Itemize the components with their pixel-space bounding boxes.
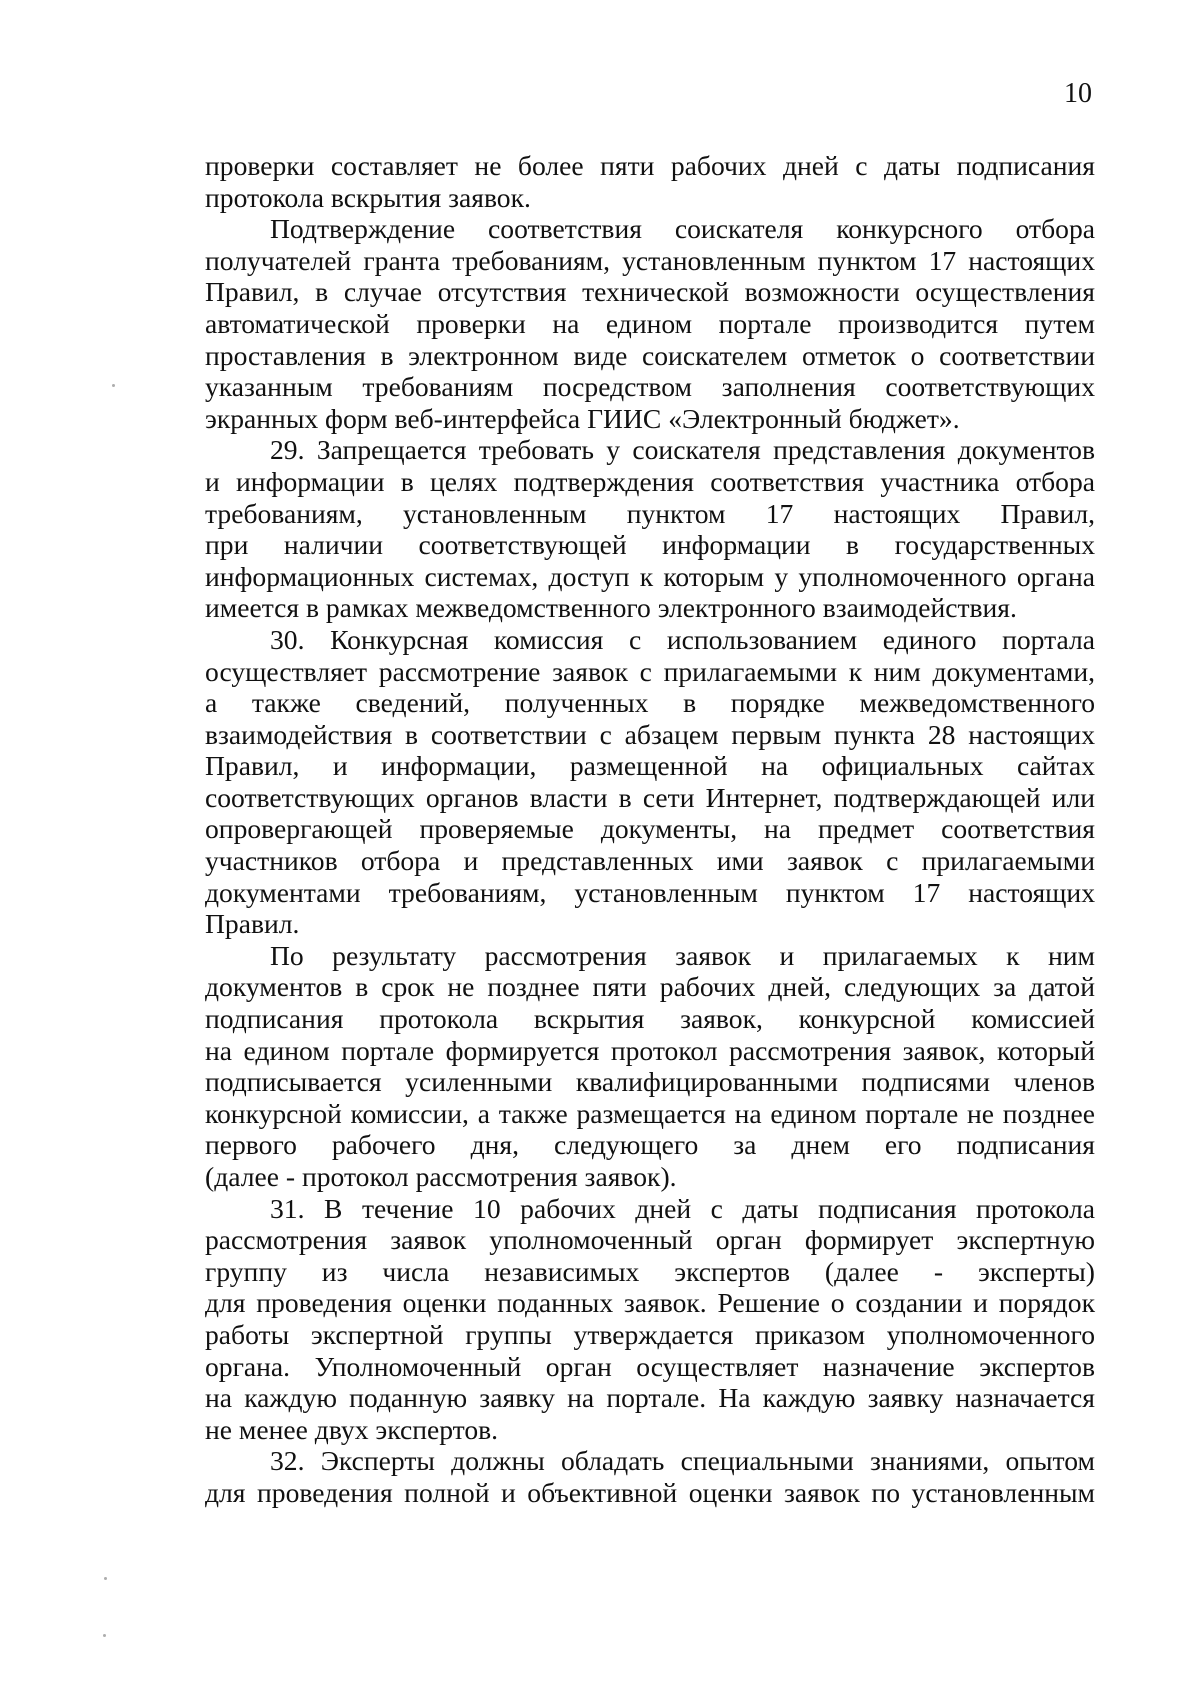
text-line: имеется в рамках межведомственного электронного взаимодействия. [205, 592, 1017, 624]
text-line: указанным требованиям посредством заполнения соответствующих [205, 371, 1095, 403]
text-line: первого рабочего дня, следующего за днем его подписания [205, 1129, 1095, 1161]
text-line: подписания протокола вскрытия заявок, конкурсной комиссией [205, 1003, 1095, 1035]
text-line: для проведения оценки поданных заявок. Решение о создании и порядок [205, 1287, 1095, 1319]
text-line: и информации в целях подтверждения соответствия участника отбора [205, 465, 1095, 497]
paragraph-item-30 [205, 624, 1095, 940]
text-line: Правил, в случае отсутствия технической возможности осуществления [205, 276, 1095, 308]
text-line: получателей гранта требованиям, установленным пунктом 17 настоящих [205, 244, 1095, 276]
text-line: Правил, и информации, размещенной на официальных сайтах [205, 750, 1095, 782]
text-line: документов в срок не позднее пяти рабочих дней, следующих за датой [205, 971, 1095, 1003]
paragraph [205, 150, 1095, 213]
text-line: информационных системах, доступ к которым у уполномоченного органа [205, 560, 1095, 592]
text-line: на едином портале формируется протокол рассмотрения заявок, который [205, 1034, 1095, 1066]
text-line: при наличии соответствующей информации в государственных [205, 529, 1095, 561]
text-line: а также сведений, полученных в порядке межведомственного [205, 687, 1095, 719]
text-line: на каждую поданную заявку на портале. На каждую заявку назначается [205, 1382, 1095, 1414]
paragraph [205, 213, 1095, 434]
text-line: протокола вскрытия заявок. [205, 181, 531, 213]
text-line: для проведения полной и объективной оценки заявок по установленным [205, 1476, 1095, 1508]
text-line: рассмотрения заявок уполномоченный орган формирует экспертную [205, 1224, 1095, 1256]
text-line: По результату рассмотрения заявок и прилагаемых к ним [270, 939, 1095, 971]
text-line: работы экспертной группы утверждается приказом уполномоченного [205, 1318, 1095, 1350]
paragraph-item-32 [205, 1445, 1095, 1508]
paragraph-item-31 [205, 1193, 1095, 1446]
text-line: не менее двух экспертов. [205, 1413, 499, 1445]
paragraph [205, 940, 1095, 1193]
page-number: 10 [1064, 78, 1092, 109]
text-line: подписывается усиленными квалифицированными подписями членов [205, 1066, 1095, 1098]
text-line: проставления в электронном виде соискателем отметок о соответствии [205, 339, 1095, 371]
text-line: опровергающей проверяемые документы, на предмет соответствия [205, 813, 1095, 845]
text-line: 29. Запрещается требовать у соискателя представления документов [270, 434, 1095, 466]
text-line: группу из числа независимых экспертов (далее - эксперты) [205, 1255, 1095, 1287]
text-line: 30. Конкурсная комиссия с использованием единого портала [270, 623, 1095, 655]
text-line: 31. В течение 10 рабочих дней с даты подписания протокола [270, 1192, 1095, 1224]
text-line: конкурсной комиссии, а также размещается на едином портале не позднее [205, 1097, 1095, 1129]
text-line: требованиям, установленным пунктом 17 настоящих Правил, [205, 497, 1095, 529]
document-body [205, 150, 1095, 1509]
scan-speck [112, 384, 115, 387]
text-line: (далее - протокол рассмотрения заявок). [205, 1161, 677, 1192]
text-line: автоматической проверки на едином портале производится путем [205, 307, 1095, 339]
text-line: взаимодействия в соответствии с абзацем первым пункта 28 настоящих [205, 718, 1095, 750]
text-line: осуществляет рассмотрение заявок с прилагаемыми к ним документами, [205, 655, 1095, 687]
text-line: соответствующих органов власти в сети Интернет, подтверждающей или [205, 781, 1095, 813]
scan-speck [103, 1634, 106, 1637]
text-line: экранных форм веб-интерфейса ГИИС «Электронный бюджет». [205, 402, 960, 434]
scan-speck [104, 1577, 107, 1580]
text-line: органа. Уполномоченный орган осуществляет назначение экспертов [205, 1350, 1095, 1382]
text-line: участников отбора и представленных ими заявок с прилагаемыми [205, 845, 1095, 877]
text-line: Правил. [205, 908, 300, 940]
text-line: 32. Эксперты должны обладать специальными знаниями, опытом [270, 1445, 1095, 1477]
paragraph-item-29 [205, 434, 1095, 624]
text-line: проверки составляет не более пяти рабочих дней с даты подписания [205, 150, 1095, 181]
text-line: Подтверждение соответствия соискателя конкурсного отбора [270, 213, 1095, 245]
text-line: документами требованиям, установленным пунктом 17 настоящих [205, 876, 1095, 908]
